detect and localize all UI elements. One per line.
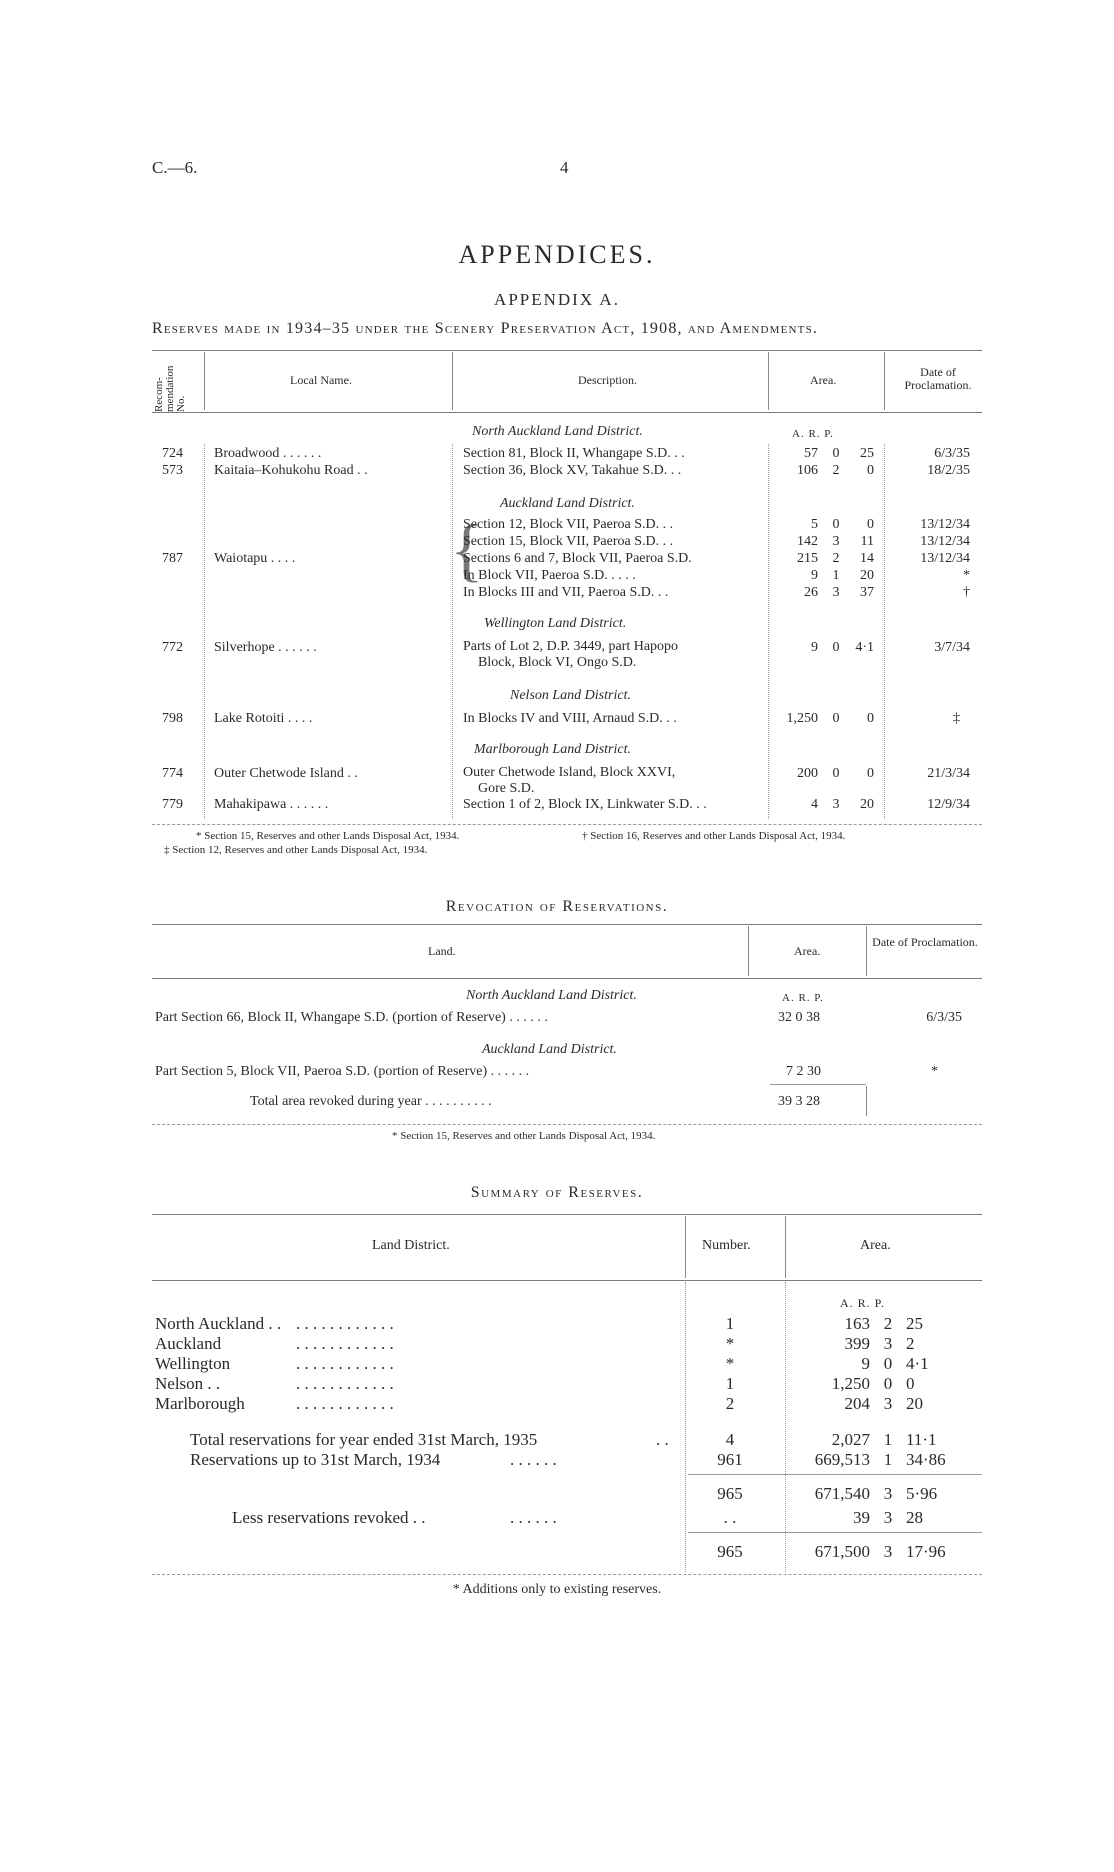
district-nelson: Nelson Land District.: [510, 688, 631, 703]
summary-number: 1: [725, 1374, 735, 1393]
appendix-a-title: APPENDIX A.: [494, 290, 620, 309]
appendices-title: APPENDICES.: [458, 240, 656, 269]
summary-area-a: 163: [844, 1314, 870, 1333]
area-a: 200: [797, 766, 818, 781]
summary-area-a: 399: [844, 1334, 870, 1353]
proclamation-date: 18/2/35: [927, 463, 970, 478]
area-a: 9: [811, 568, 818, 583]
description-header: Description.: [578, 373, 637, 387]
area-p: 11: [860, 534, 874, 549]
description: Parts of Lot 2, D.P. 3449, part Hapopo: [463, 639, 679, 654]
rec-no: 724: [162, 446, 183, 461]
area-a: 106: [797, 463, 818, 478]
proclamation-date: ‡: [953, 711, 960, 726]
summary-area-r: 0: [883, 1374, 893, 1393]
less-revoked-number: . .: [723, 1508, 737, 1527]
summary-area-p: 2: [906, 1334, 915, 1353]
subtotal-number: 965: [717, 1484, 743, 1503]
revocation-title: Revocation of Reservations.: [445, 898, 669, 915]
arp-label: A. R. P.: [840, 1296, 886, 1310]
area-p: 20: [860, 568, 874, 583]
area-r: 0: [832, 446, 840, 461]
revocation-area: 7 2 30: [786, 1064, 821, 1079]
subtotal-a: 671,540: [814, 1484, 870, 1503]
area-a: 9: [811, 640, 818, 655]
revocation-date: 6/3/35: [926, 1010, 962, 1025]
local-name: Lake Rotoiti . . . .: [214, 711, 313, 726]
proclamation-date: 13/12/34: [920, 534, 970, 549]
summary-area-p: 25: [906, 1314, 923, 1333]
area-r: 2: [832, 551, 840, 566]
area-r: 1: [832, 568, 840, 583]
local-name: Silverhope . . . . . .: [214, 640, 317, 655]
local-name-header: Local Name.: [290, 373, 352, 387]
revocation-land: Part Section 5, Block VII, Paeroa S.D. (portion of Reserve) . . . . . .: [155, 1064, 530, 1079]
total-revoked-label: Total area revoked during year . . . . . . . . . .: [250, 1094, 492, 1109]
area-a: 142: [797, 534, 818, 549]
summary-district: Nelson . .: [155, 1374, 221, 1393]
date-header: Date of Proclamation.: [872, 935, 978, 949]
proclamation-date: 12/9/34: [927, 797, 970, 812]
summary-title: Summary of Reserves.: [470, 1184, 644, 1201]
area-p: 37: [860, 585, 874, 600]
district-marlborough: Marlborough Land District.: [474, 742, 631, 757]
revocation-district-north-auckland: North Auckland Land District.: [466, 988, 637, 1003]
local-name: Outer Chetwode Island . .: [214, 766, 358, 781]
revocation-district-auckland: Auckland Land District.: [482, 1042, 617, 1057]
summary-area-r: 3: [883, 1394, 893, 1413]
summary-area-a: 1,250: [831, 1374, 870, 1393]
area-r: 2: [832, 463, 840, 478]
area-p: 25: [860, 446, 874, 461]
area-r: 0: [832, 640, 840, 655]
revocation-area: 32 0 38: [778, 1010, 820, 1025]
description: In Block VII, Paeroa S.D. . . . .: [463, 568, 636, 583]
description: Section 81, Block II, Whangape S.D. . .: [463, 446, 685, 461]
area-a: 5: [811, 517, 818, 532]
number-header: Number.: [702, 1238, 751, 1253]
total-year-label: Total reservations for year ended 31st March, 1935: [190, 1430, 538, 1449]
page-number: 4: [560, 158, 569, 177]
local-name: Waiotapu . . . .: [214, 551, 296, 566]
land-header: Land.: [428, 944, 456, 958]
final-a: 671,500: [814, 1542, 870, 1561]
summary-number: *: [725, 1354, 735, 1373]
brace-icon: {: [450, 512, 484, 589]
area-p: 0: [867, 517, 874, 532]
final-number: 965: [717, 1542, 743, 1561]
local-name: Broadwood . . . . . .: [214, 446, 322, 461]
less-revoked-label: Less reservations revoked . .: [232, 1508, 426, 1527]
revocation-footnote: * Section 15, Reserves and other Lands Disposal Act, 1934.: [392, 1130, 656, 1142]
less-revoked-p: 28: [906, 1508, 923, 1527]
area-r: 3: [832, 797, 840, 812]
area-a: 4: [811, 797, 818, 812]
area-p: 20: [860, 797, 874, 812]
up-to-label: Reservations up to 31st March, 1934: [190, 1450, 441, 1469]
total-year-r: 1: [883, 1430, 893, 1449]
area-r: 0: [832, 517, 840, 532]
area-p: 0: [867, 711, 874, 726]
arp-label: A. R. P.: [782, 992, 824, 1004]
revocation-land: Part Section 66, Block II, Whangape S.D. (portion of Reserve) . . . . . .: [155, 1010, 548, 1025]
leader-dots: . .: [656, 1430, 669, 1449]
area-p: 4·1: [855, 640, 874, 655]
area-header: Area.: [810, 373, 837, 387]
leader-dots: . . . . . . . . . . . .: [296, 1354, 394, 1373]
local-name: Mahakipawa . . . . . .: [214, 797, 329, 812]
less-revoked-a: 39: [853, 1508, 870, 1527]
total-year-a: 2,027: [831, 1430, 870, 1449]
total-year-p: 11·1: [906, 1430, 937, 1449]
area-p: 0: [867, 766, 874, 781]
proclamation-date: 21/3/34: [927, 766, 970, 781]
arp-label: A. R. P.: [792, 428, 834, 440]
description: In Blocks IV and VIII, Arnaud S.D. . .: [463, 711, 677, 726]
summary-area-r: 2: [883, 1314, 893, 1333]
district-auckland: Auckland Land District.: [500, 496, 635, 511]
summary-area-a: 9: [861, 1354, 870, 1373]
summary-number: 1: [725, 1314, 735, 1333]
area-a: 215: [797, 551, 818, 566]
proclamation-date: †: [963, 585, 970, 600]
rec-no: 787: [162, 551, 183, 566]
leader-dots: . . . . . . . . . . . .: [296, 1374, 394, 1393]
summary-area-p: 0: [906, 1374, 915, 1393]
summary-area-p: 20: [906, 1394, 923, 1413]
page-ref: C.—6.: [152, 158, 198, 177]
land-district-header: Land District.: [372, 1238, 450, 1253]
summary-district: Wellington: [155, 1354, 231, 1373]
final-r: 3: [883, 1542, 893, 1561]
description: Section 12, Block VII, Paeroa S.D. . .: [463, 517, 674, 532]
local-name: Kaitaia–Kohukohu Road . .: [214, 463, 368, 478]
area-p: 0: [867, 463, 874, 478]
area-r: 0: [832, 711, 840, 726]
rec-no: 798: [162, 711, 183, 726]
area-header: Area.: [860, 1238, 891, 1253]
rec-no: 774: [162, 766, 183, 781]
up-to-p: 34·86: [906, 1450, 946, 1469]
leader-dots: . . . . . .: [510, 1450, 557, 1469]
proclamation-date: 3/7/34: [934, 640, 970, 655]
area-header: Area.: [794, 944, 821, 958]
description: Outer Chetwode Island, Block XXVI,: [463, 765, 676, 780]
total-year-number: 4: [725, 1430, 735, 1449]
summary-area-p: 4·1: [906, 1354, 929, 1373]
area-a: 57: [804, 446, 818, 461]
proclamation-date: 6/3/35: [934, 446, 970, 461]
area-r: 3: [832, 534, 840, 549]
area-r: 3: [832, 585, 840, 600]
proclamation-date: 13/12/34: [920, 517, 970, 532]
summary-number: *: [725, 1334, 735, 1353]
up-to-a: 669,513: [814, 1450, 870, 1469]
summary-district: Auckland: [155, 1334, 222, 1353]
date-header: Date of Proclamation.: [904, 365, 972, 392]
area-a: 26: [804, 585, 818, 600]
footnote-double-dagger: ‡ Section 12, Reserves and other Lands Disposal Act, 1934.: [164, 844, 428, 856]
leader-dots: . . . . . . . . . . . .: [296, 1314, 394, 1333]
revocation-date: *: [931, 1064, 938, 1079]
rec-no: 573: [162, 463, 183, 478]
total-revoked-area: 39 3 28: [778, 1094, 820, 1109]
recommendation-header: Recom-mendation No.: [153, 365, 187, 412]
description: Sections 6 and 7, Block VII, Paeroa S.D.: [463, 551, 692, 566]
description-continued: Gore S.D.: [478, 781, 535, 796]
final-p: 17·96: [906, 1542, 946, 1561]
rec-no: 779: [162, 797, 183, 812]
summary-number: 2: [725, 1394, 735, 1413]
summary-footnote: * Additions only to existing reserves.: [452, 1582, 662, 1597]
description: In Blocks III and VII, Paeroa S.D. . .: [463, 585, 669, 600]
district-wellington: Wellington Land District.: [484, 616, 627, 631]
summary-district: North Auckland . .: [155, 1314, 282, 1333]
proclamation-date: *: [963, 568, 970, 583]
summary-area-r: 3: [883, 1334, 893, 1353]
leader-dots: . . . . . .: [510, 1508, 557, 1527]
leader-dots: . . . . . . . . . . . .: [296, 1394, 394, 1413]
description-continued: Block, Block VI, Ongo S.D.: [478, 655, 637, 670]
area-a: 1,250: [786, 711, 818, 726]
appendix-a-subtitle: Reserves made in 1934–35 under the Scenery Preservation Act, 1908, and Amendments.: [152, 320, 819, 337]
area-p: 14: [860, 551, 874, 566]
leader-dots: . . . . . . . . . . . .: [296, 1334, 394, 1353]
description: Section 15, Block VII, Paeroa S.D. . .: [463, 534, 674, 549]
up-to-r: 1: [883, 1450, 893, 1469]
rec-no: 772: [162, 640, 183, 655]
subtotal-r: 3: [883, 1484, 893, 1503]
area-r: 0: [832, 766, 840, 781]
footnote-star: * Section 15, Reserves and other Lands Disposal Act, 1934.: [196, 830, 460, 842]
district-north-auckland: North Auckland Land District.: [472, 424, 643, 439]
description: Section 1 of 2, Block IX, Linkwater S.D. . .: [463, 797, 707, 812]
summary-area-a: 204: [844, 1394, 870, 1413]
summary-area-r: 0: [883, 1354, 893, 1373]
description: Section 36, Block XV, Takahue S.D. . .: [463, 463, 682, 478]
footnote-dagger: † Section 16, Reserves and other Lands Disposal Act, 1934.: [582, 830, 846, 842]
summary-district: Marlborough: [155, 1394, 245, 1413]
up-to-number: 961: [717, 1450, 743, 1469]
proclamation-date: 13/12/34: [920, 551, 970, 566]
less-revoked-r: 3: [883, 1508, 893, 1527]
subtotal-p: 5·96: [906, 1484, 938, 1503]
